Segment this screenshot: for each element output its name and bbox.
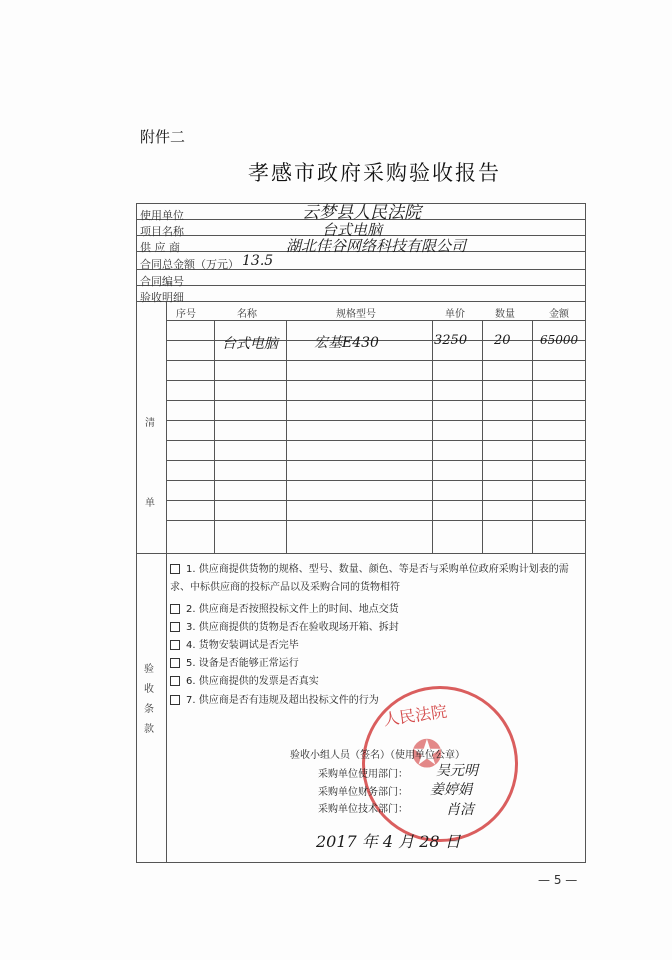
row1-qty: 20 <box>494 333 511 348</box>
sign-finance-dept-label: 采购单位财务部门： <box>318 787 408 798</box>
value-supplier: 湖北佳谷网络科技有限公司 <box>286 237 467 255</box>
label-contract-amount: 合同总金额（万元） <box>140 258 239 271</box>
signature-name-1: 吴元明 <box>436 763 478 779</box>
row1-price: 3250 <box>434 333 468 348</box>
col-header-amount: 金额 <box>549 309 569 320</box>
label-contract-number: 合同编号 <box>140 275 184 288</box>
value-user-unit: 云梦县人民法院 <box>302 203 421 223</box>
checkbox-4[interactable] <box>170 640 180 650</box>
signature-group-label: 验收小组人员（签名）（使用单位公章） <box>290 750 465 761</box>
row1-name: 台式电脑 <box>222 336 278 352</box>
col-header-price: 单价 <box>445 309 465 320</box>
sign-use-dept-label: 采购单位使用部门： <box>318 769 408 780</box>
checkbox-6[interactable] <box>170 676 180 686</box>
row1-amount: 65000 <box>540 333 579 347</box>
label-supplier: 供 应 商 <box>140 241 180 254</box>
row1-model: 宏基E430 <box>314 335 379 351</box>
report-title: 孝感市政府采购验收报告 <box>248 161 501 185</box>
checkbox-7[interactable] <box>170 695 180 705</box>
checkbox-1[interactable] <box>170 564 180 574</box>
label-project-name: 项目名称 <box>140 225 184 238</box>
col-header-model: 规格型号 <box>336 309 376 320</box>
checkbox-5[interactable] <box>170 658 180 668</box>
signature-name-3: 肖洁 <box>446 802 474 818</box>
list-side-label: 清单 <box>145 418 155 509</box>
conditions-side-label: 验收条款 <box>144 664 154 735</box>
condition-5: 5. 设备是否能够正常运行 <box>170 654 299 669</box>
page-number: — 5 — <box>538 873 578 887</box>
checkbox-2[interactable] <box>170 604 180 614</box>
seal-text: 人民法院 <box>382 701 449 730</box>
sign-tech-dept-label: 采购单位技术部门： <box>318 804 408 815</box>
attachment-label: 附件二 <box>140 128 186 146</box>
condition-3: 3. 供应商提供的货物是否在验收现场开箱、拆封 <box>170 618 399 633</box>
label-acceptance-detail: 验收明细 <box>140 291 184 304</box>
condition-7: 7. 供应商是否有违规及超出投标文件的行为 <box>170 691 379 706</box>
col-header-qty: 数量 <box>495 309 515 320</box>
col-header-index: 序号 <box>176 309 196 320</box>
value-contract-amount: 13.5 <box>242 253 274 269</box>
condition-2: 2. 供应商是否按照投标文件上的时间、地点交货 <box>170 600 399 615</box>
sign-date: 2017 年 4 月 28 日 <box>316 832 461 851</box>
signature-name-2: 姜婷娟 <box>430 782 472 798</box>
condition-6: 6. 供应商提供的发票是否真实 <box>170 672 319 687</box>
form-grid <box>136 203 586 863</box>
checkbox-3[interactable] <box>170 622 180 632</box>
col-header-name: 名称 <box>237 309 257 320</box>
condition-4: 4. 货物安装调试是否完毕 <box>170 636 299 651</box>
condition-1: 1. 供应商提供货物的规格、型号、数量、颜色、等是否与采购单位政府采购计划表的需求、中标供应商的投标产品以及采购合同的货物相符 <box>170 564 569 593</box>
label-user-unit: 使用单位 <box>140 209 184 222</box>
value-project-name: 台式电脑 <box>322 221 383 239</box>
seal-emblem-icon: ✪ <box>411 732 443 776</box>
